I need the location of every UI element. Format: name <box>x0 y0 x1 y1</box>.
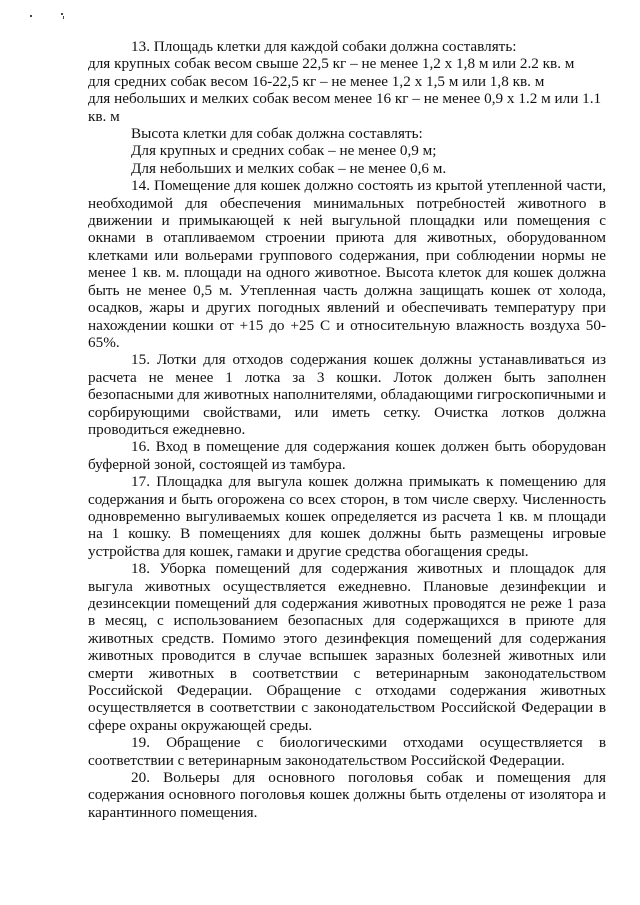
scan-specks <box>30 10 70 20</box>
p13-line-medium-dogs: для средних собак весом 16-22,5 кг – не менее 1,2 х 1,5 м или 1,8 кв. м <box>88 72 545 90</box>
p13-height-heading: Высота клетки для собак должна составлять: <box>131 125 423 143</box>
paragraph-20: 20. Вольеры для основного поголовья собак и помещения для содержания основного поголовья кошек должны быть отделены от изолятора и карантинного помещения. <box>88 769 606 821</box>
paragraph-17: 17. Площадка для выгула кошек должна примыкать к помещению для содержания и быть огорожена со всех сторон, в том числе сверху. Численность одновременно выгуливаемых кошек определяется из расчета 1 кв. м площади на 1 кошку. В помещениях для кошек должны быть размещены игровые устройства для кошек, гамаки и другие средства обогащения среды. <box>88 473 606 560</box>
paragraph-16: 16. Вход в помещение для содержания кошек должен быть оборудован буферной зоной, состоящей из тамбура. <box>88 438 606 473</box>
paragraph-18: 18. Уборка помещений для содержания животных и площадок для выгула животных осуществляется ежедневно. Плановые дезинфекции и дезинсекции помещений для содержания животных проводятся не реже 1 раза в месяц, с использованием безопасных для содержащихся в приюте для животных средств. Помимо этого дезинфекция помещений для содержания животных проводится в случае вспышек заразных болезней животных или смерти животных в соответствии с ветеринарным законодательством Российской Федерации. Обращение с отходами содержания животных осуществляется в соответствии с законодательством Российской Федерации в сфере охраны окружающей среды. <box>88 560 606 734</box>
document-page <box>88 38 606 821</box>
paragraph-15: 15. Лотки для отходов содержания кошек должны устанавливаться из расчета не менее 1 лотка за 3 кошки. Лоток должен быть заполнен безопасными для животных наполнителями, обладающими гигроскопичными и сорбирующими свойствами, или иметь сетку. Очистка лотков должна проводиться ежедневно. <box>88 351 606 438</box>
paragraph-14: 14. Помещение для кошек должно состоять из крытой утепленной части, необходимой для обеспечения минимальных потребностей животного в движении и примыкающей к ней выгульной площадки или помещения с окнами в отапливаемом строении приюта для животных, оборудованном клетками или вольерами группового содержания, при соблюдении нормы не менее 1 кв. м. площади на одного животное. Высота клеток для кошек должна быть не менее 0,5 м. Утепленная часть должна защищать кошек от холода, осадков, жары и других погодных явлений и обеспечивать температуру при нахождении кошки от +15 до +25 С и относительную влажность воздуха 50-65%. <box>88 177 606 351</box>
paragraph-13 <box>88 38 606 177</box>
p13-line-large-dogs: для крупных собак весом свыше 22,5 кг – не менее 1,2 х 1,8 м или 2.2 кв. м <box>88 55 575 73</box>
paragraph-19: 19. Обращение с биологическими отходами осуществляется в соответствии с ветеринарным законодательством Российской Федерации. <box>88 734 606 769</box>
p13-heading: 13. Площадь клетки для каждой собаки должна составлять: <box>131 38 517 55</box>
p13-line-small-dogs: для небольших и мелких собак весом менее 16 кг – не менее 0,9 х 1.2 м или 1.1 кв. м <box>88 90 602 125</box>
p13-height-small: Для небольших и мелких собак – не менее 0,6 м. <box>131 159 447 177</box>
p13-height-large: Для крупных и средних собак – не менее 0,9 м; <box>131 142 437 160</box>
